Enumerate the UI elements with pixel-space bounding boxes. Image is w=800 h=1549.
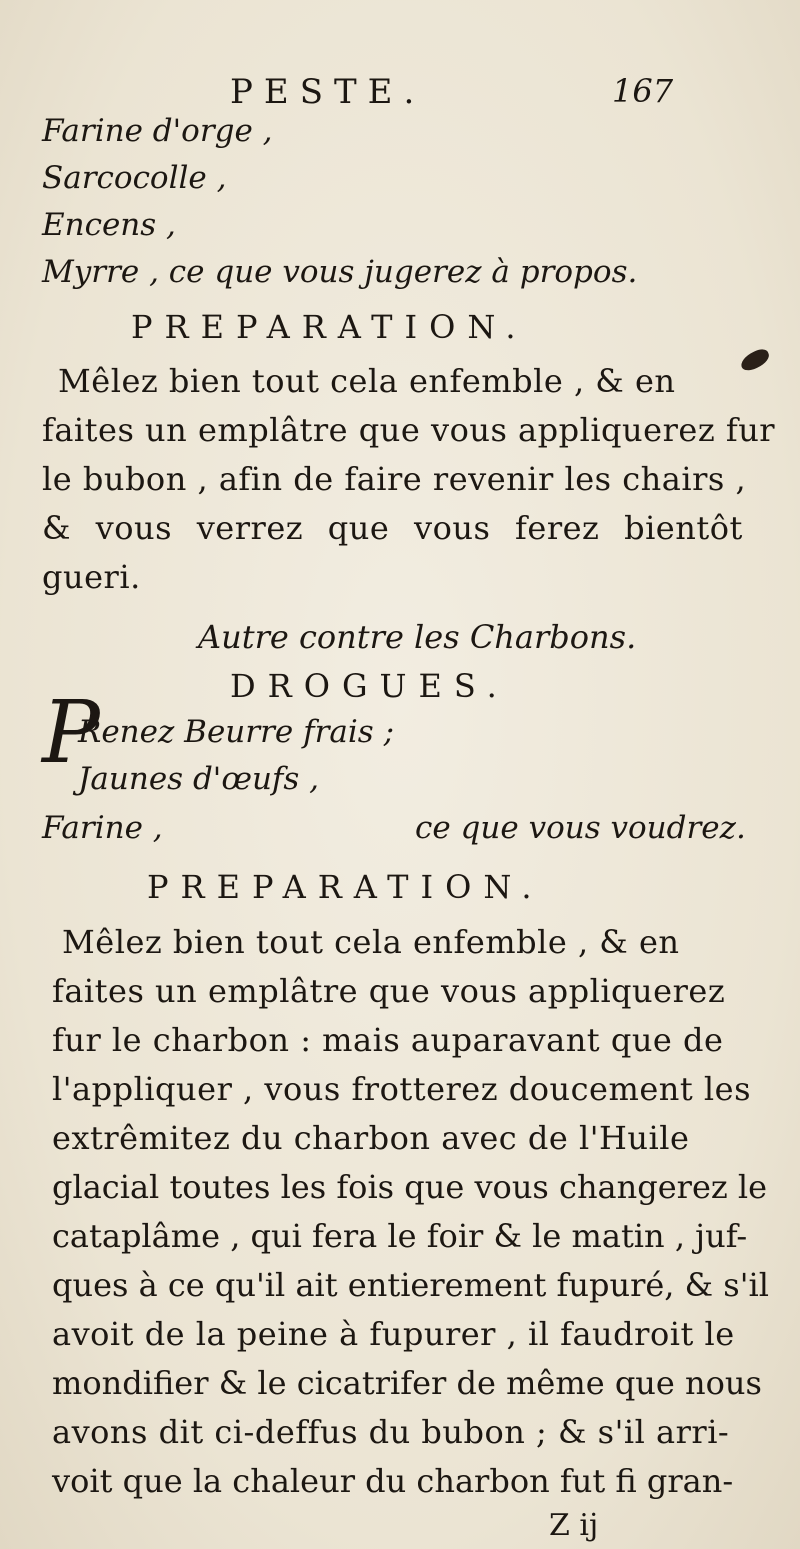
- body-line: avons dit ci-deffus du bubon ; & s'il arri-: [52, 1413, 730, 1451]
- drop-cap: P: [42, 683, 100, 783]
- section-heading: PREPARATION.: [131, 308, 528, 346]
- body-line: Mêlez bien tout cela enfemble , & en: [58, 362, 676, 400]
- ingredient-line: Jaunes d'œufs ,: [78, 761, 320, 797]
- body-line: fur le charbon : mais auparavant que de: [52, 1021, 724, 1059]
- recipe-title: Autre contre les Charbons.: [198, 618, 637, 656]
- ingredient-line: Farine d'orge ,: [42, 113, 273, 149]
- drugs-heading: DROGUES.: [230, 667, 509, 705]
- body-line: Mêlez bien tout cela enfemble , & en: [62, 923, 680, 961]
- body-line: mondifier & le cicatrifer de même que nous: [52, 1364, 762, 1402]
- body-line: faites un emplâtre que vous appliquerez: [52, 972, 726, 1010]
- ingredient-line: Farine ,: [42, 810, 163, 846]
- page-number: 167: [612, 72, 674, 110]
- body-line: faites un emplâtre que vous appliquerez fur: [42, 411, 776, 449]
- running-title: PESTE.: [230, 72, 426, 112]
- body-line: cataplâme , qui fera le foir & le matin , juf-: [52, 1217, 748, 1255]
- ink-blot: [738, 346, 772, 373]
- body-line: glacial toutes les fois que vous changerez le: [52, 1168, 768, 1206]
- body-line: extrêmitez du charbon avec de l'Huile: [52, 1119, 690, 1157]
- body-line: le bubon , afin de faire revenir les chairs ,: [42, 460, 747, 498]
- body-line: avoit de la peine à fupurer , il faudroit le: [52, 1315, 735, 1353]
- body-line: l'appliquer , vous frotterez doucement les: [52, 1070, 751, 1108]
- signature-mark: Z ij: [549, 1508, 599, 1543]
- quantity-note: ce que vous voudrez.: [415, 810, 746, 846]
- body-line: ques à ce qu'il ait entierement fupuré, & s'il: [52, 1266, 769, 1304]
- ingredient-line: Myrre , ce que vous jugerez à propos.: [42, 254, 638, 290]
- body-line: gueri.: [42, 558, 141, 596]
- body-line: voit que la chaleur du charbon fut fi gran-: [52, 1462, 734, 1500]
- ingredient-line: Renez Beurre frais ;: [78, 714, 395, 750]
- ingredient-line: Sarcocolle ,: [42, 160, 227, 196]
- ingredient-line: Encens ,: [42, 207, 176, 243]
- body-line: & vous verrez que vous ferez bientôt: [42, 509, 743, 547]
- section-heading: PREPARATION.: [147, 868, 544, 906]
